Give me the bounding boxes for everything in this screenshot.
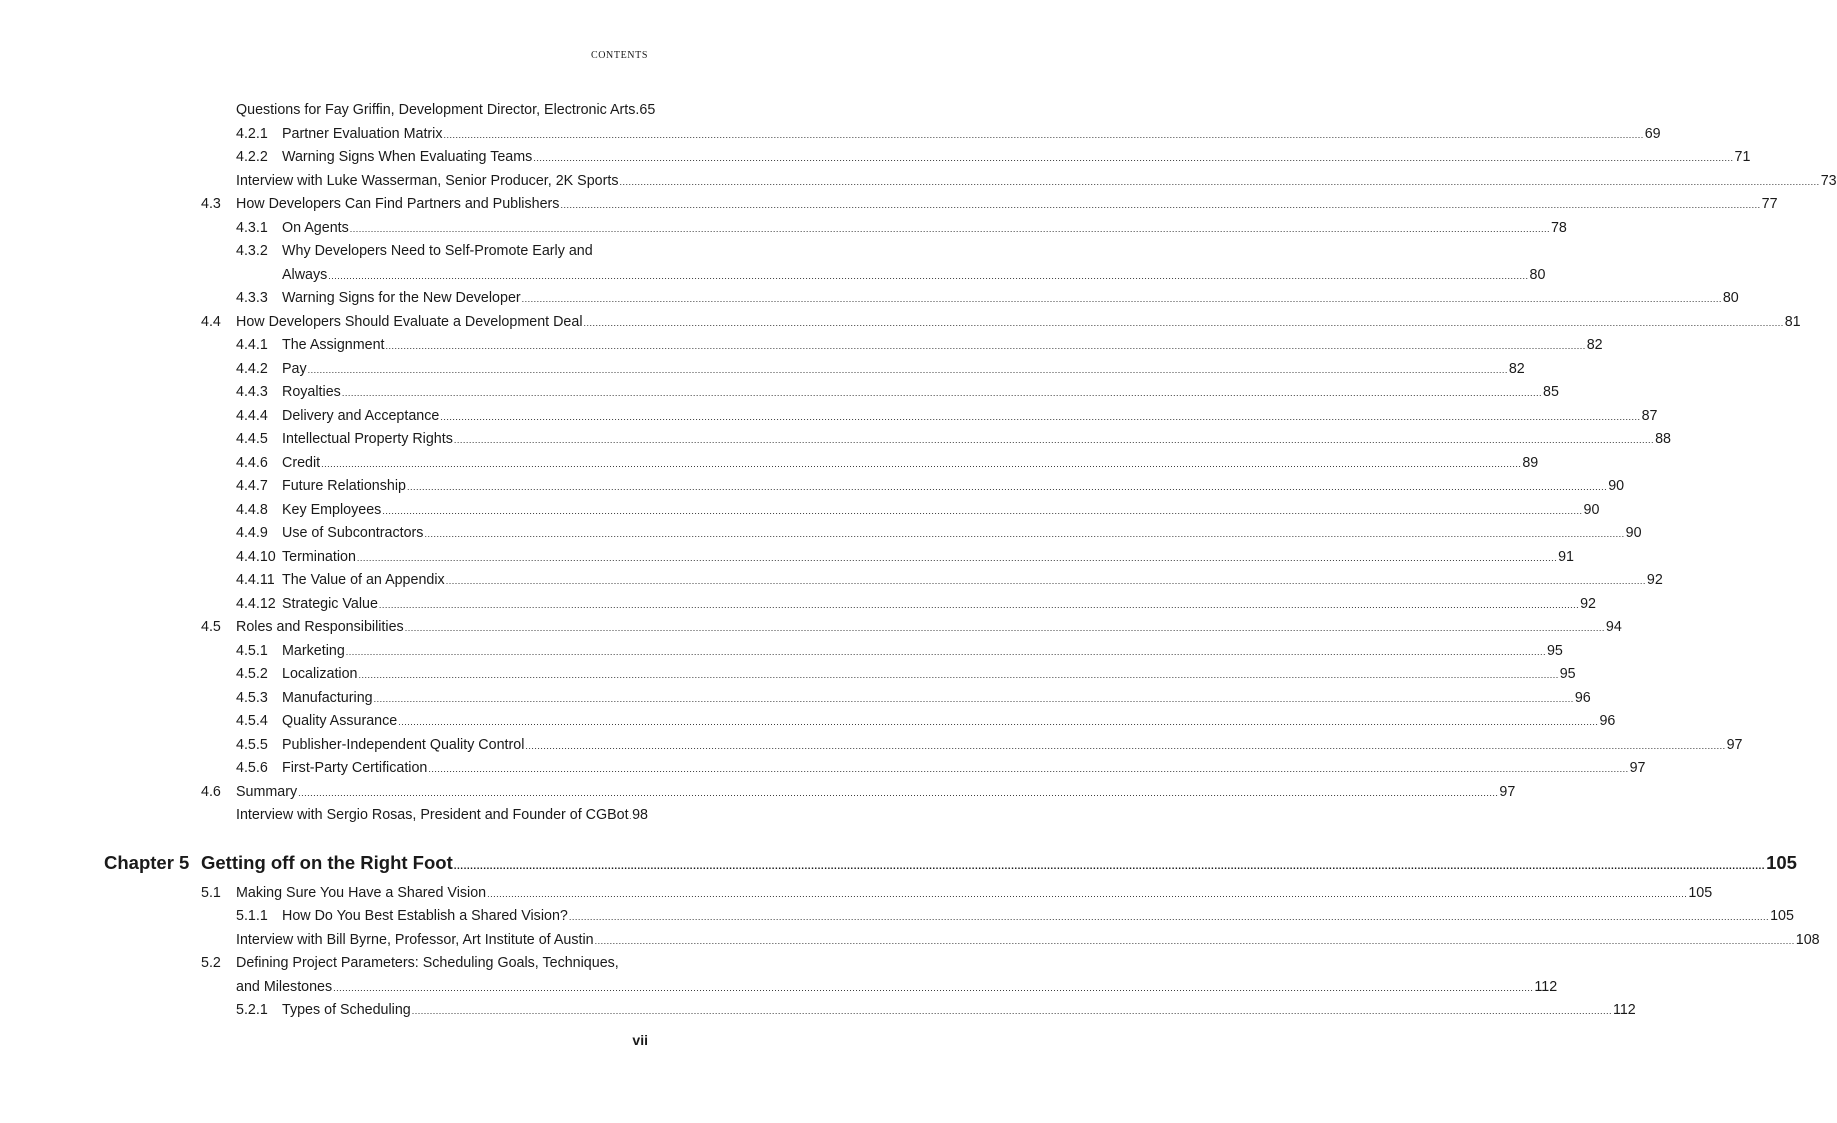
toc-entry[interactable] [0,99,816,123]
dot-leader: ................................................................................................................................................................................................................................................................................................................................................................................................................ [321,458,1522,469]
toc-entry-title: The Assignment [282,337,385,353]
dot-leader: ................................................................................................................................................................................................................................................................................................................................................................................................................ [560,200,1761,210]
toc-entry-page: 92 [1646,572,1663,588]
dot-leader: ................................................................................................................................................................................................................................................................................................................................................................................................................ [428,764,1629,774]
toc-entry-page: 95 [1546,642,1563,659]
running-head: CONTENTS [590,50,648,61]
toc-entry-body [236,311,1801,336]
dot-leader: ................................................................................................................................................................................................................................................................................................................................................................................................................ [373,693,1574,704]
toc-entry-title: Why Developers Need to Self-Promote Early and [282,243,593,259]
toc-entry-body [282,428,1671,453]
toc-entry-title: How Developers Should Evaluate a Development Deal [236,313,583,330]
toc-entry[interactable] [0,193,1778,217]
dot-leader: ................................................................................................................................................................................................................................................................................................................................................................................................................ [356,552,1558,563]
toc-entry-body [282,381,1559,406]
toc-entry[interactable] [0,264,1546,288]
toc-entry-number: 4.4 [201,313,221,330]
toc-entry-number: 4.4.7 [236,478,268,494]
toc-entry-title: The Value of an Appendix [282,572,445,588]
toc-entry-body [282,710,1616,735]
toc-entry-number: 4.5.6 [236,760,268,776]
toc-entry-title: Warning Signs for the New Developer [282,290,521,306]
toc-entry-body [282,475,1625,500]
toc-entry-number: 4.4.9 [236,525,268,541]
toc-entry-number: 4.4.4 [236,407,268,424]
toc-entry[interactable] [0,358,1525,382]
toc-entry-page: 71 [1734,149,1751,165]
toc-entry-page: 105 [1766,851,1797,873]
toc-entry-page: 94 [1605,619,1622,635]
dot-leader: ................................................................................................................................................................................................................................................................................................................................................................................................................ [521,294,1722,304]
dot-leader: ................................................................................................................................................................................................................................................................................................................................................................................................................ [341,388,1543,398]
toc-entry-body [236,929,1820,954]
toc-entry-page: 85 [1543,384,1559,400]
toc-entry-title: Defining Project Parameters: Scheduling Goals, Techniques, [236,955,619,971]
toc-entry-number: 4.4.5 [236,431,268,447]
toc-entry[interactable] [0,475,1625,499]
toc-entry-body [282,146,1751,171]
toc-entry-page: 105 [1688,884,1713,901]
toc-entry-body [282,123,1661,148]
toc-entry[interactable] [0,569,1663,593]
toc-entry-body [282,687,1591,712]
toc-entry-page: 87 [1641,407,1658,424]
toc-entry-number: 4.3 [201,196,221,212]
toc-entry-page: 98 [632,807,648,823]
dot-leader [630,805,632,829]
toc-entry-body [282,905,1794,930]
toc-entry[interactable] [0,882,1713,906]
toc-entry-title: Credit [282,454,321,471]
dot-leader: ................................................................................................................................................................................................................................................................................................................................................................................................................ [568,912,1770,922]
toc-entry[interactable] [0,804,816,828]
toc-entry-body [282,452,1539,477]
toc-entry-page: 96 [1599,713,1616,729]
toc-entry[interactable] [0,687,1591,711]
toc-entry-number: 4.2.2 [236,149,268,165]
dot-leader: ................................................................................................................................................................................................................................................................................................................................................................................................................ [411,1006,1612,1016]
toc-entry-number: 4.3.1 [236,219,268,236]
toc-entry-title: How Do You Best Establish a Shared Vision? [282,908,568,924]
toc-entry-page: 81 [1784,313,1801,330]
toc-entry[interactable] [0,757,1646,781]
dot-leader: ................................................................................................................................................................................................................................................................................................................................................................................................................ [382,505,1583,516]
toc-entry[interactable] [0,999,1636,1023]
toc-entry-title: Partner Evaluation Matrix [282,125,443,142]
toc-entry-page: 95 [1559,666,1576,682]
toc-entry-number: 4.4.6 [236,454,268,471]
toc-entry-number: 4.3.3 [236,290,268,306]
toc-entry-page: 78 [1550,219,1567,236]
toc-entry[interactable] [0,499,1600,523]
toc-entry-number: 4.5.3 [236,689,268,706]
toc-entry[interactable] [0,334,1603,358]
toc-entry-number: 4.4.3 [236,384,268,400]
toc-entry-body [236,804,648,829]
toc-entry-number: 4.5.1 [236,642,268,659]
toc-entry-body [201,846,1797,884]
toc-entry[interactable] [0,952,816,976]
toc-entry[interactable] [0,522,1642,546]
toc-entry-body [236,781,1516,806]
toc-entry[interactable] [0,616,1622,640]
toc-entry-body [282,663,1576,688]
toc-entry-body [282,287,1739,312]
toc-entry-page: 108 [1795,931,1820,948]
toc-entry-title: Marketing [282,642,345,659]
toc-entry-body [236,193,1778,218]
toc-entry-body [282,569,1663,594]
toc-entry-title: First-Party Certification [282,760,428,776]
toc-entry-body [282,522,1642,547]
toc-entry-title: Quality Assurance [282,713,398,729]
dot-leader: ................................................................................................................................................................................................................................................................................................................................................................................................................ [385,341,1586,351]
dot-leader: ................................................................................................................................................................................................................................................................................................................................................................................................................ [525,740,1726,751]
toc-entry[interactable] [0,640,1563,664]
toc-entry-number: 4.5.4 [236,713,268,729]
toc-entry[interactable] [0,546,1575,570]
toc-entry-body [282,358,1525,383]
toc-entry-number: 4.4.8 [236,501,268,518]
toc-entry-page: 80 [1722,290,1739,306]
toc-entry-title: How Developers Can Find Partners and Publishers [236,196,560,212]
dot-leader: ................................................................................................................................................................................................................................................................................................................................................................................................................ [583,317,1784,328]
toc-entry-title: Use of Subcontractors [282,525,424,541]
dot-leader: ................................................................................................................................................................................................................................................................................................................................................................................................................ [453,860,1766,872]
page-number: vii [632,1032,648,1048]
toc-entry-title: Royalties [282,384,341,400]
toc-entry-title: Types of Scheduling [282,1002,411,1018]
toc-entry[interactable] [0,663,1576,687]
toc-entry-page: 112 [1534,978,1558,995]
toc-entry-number: 4.5.5 [236,736,268,753]
dot-leader: ................................................................................................................................................................................................................................................................................................................................................................................................................ [533,153,1734,163]
dot-leader: ................................................................................................................................................................................................................................................................................................................................................................................................................ [404,623,1605,633]
toc-entry-number: 4.5.2 [236,666,268,682]
toc-entry-page: 89 [1522,454,1539,471]
toc-entry[interactable] [0,217,1567,241]
toc-entry-title: Interview with Sergio Rosas, President and Founder of CGBot [236,807,629,823]
toc-entry-body [282,334,1603,359]
toc-entry-page: 88 [1655,431,1671,447]
toc-entry-title: Roles and Responsibilities [236,619,404,635]
toc-entry-title: Delivery and Acceptance [282,407,440,424]
toc-entry-body [282,999,1636,1024]
toc-entry-page: 90 [1625,525,1642,541]
toc-entry-title: Intellectual Property Rights [282,431,453,447]
dot-leader: ................................................................................................................................................................................................................................................................................................................................................................................................................ [398,717,1599,727]
toc-entry-title: Making Sure You Have a Shared Vision [236,884,487,901]
toc-entry-title: Always [282,266,328,283]
dot-leader: ................................................................................................................................................................................................................................................................................................................................................................................................................ [378,599,1580,610]
dot-leader: ................................................................................................................................................................................................................................................................................................................................................................................................................ [358,670,1559,680]
toc-entry[interactable] [0,929,1820,953]
toc-entry-title: Termination [282,548,356,565]
toc-entry-number: 4.4.10 [236,548,276,565]
toc-entry-body [282,240,648,264]
toc-entry-page: 69 [1644,125,1661,142]
dot-leader: ................................................................................................................................................................................................................................................................................................................................................................................................................ [333,982,1534,993]
toc-entry-page: 77 [1761,196,1778,212]
toc-entry-body [282,757,1646,782]
toc-entry-number: 5.2.1 [236,1002,268,1018]
toc-entry-page: 96 [1574,689,1591,706]
toc-entry[interactable] [0,593,1597,617]
toc-entry-title: Publisher-Independent Quality Control [282,736,525,753]
toc-entry-number: 4.2.1 [236,125,268,142]
toc-entry-page: 90 [1608,478,1625,494]
toc-entry-page: 91 [1558,548,1575,565]
toc-entry-page: 105 [1770,908,1794,924]
toc-entry-body [282,640,1563,665]
toc-entry[interactable] [0,123,1661,147]
toc-entry-number: 5.2 [201,955,221,971]
toc-entry[interactable] [0,170,1837,194]
toc-entry-body [282,593,1597,618]
dot-leader: ................................................................................................................................................................................................................................................................................................................................................................................................................ [406,482,1608,492]
toc-entry[interactable] [0,452,1539,476]
toc-entry-number: 4.4.1 [236,337,268,353]
toc-entry-page: 92 [1580,595,1597,612]
toc-entry-body [236,882,1713,907]
toc-entry-body [236,616,1622,641]
toc-entry-number: 4.5 [201,619,221,635]
toc-entry-page: 97 [1726,736,1743,753]
dot-leader: ................................................................................................................................................................................................................................................................................................................................................................................................................ [307,364,1508,375]
toc-entry[interactable] [0,905,1794,929]
toc-entry-page: 82 [1586,337,1603,353]
toc-entry[interactable] [0,734,1743,758]
dot-leader: ................................................................................................................................................................................................................................................................................................................................................................................................................ [424,529,1625,539]
toc-entry-body [236,99,656,123]
toc-entry-title: On Agents [282,219,349,236]
toc-entry[interactable] [0,240,816,264]
toc-entry-body [282,264,1546,289]
toc-entry-title: Future Relationship [282,478,406,494]
dot-leader: ................................................................................................................................................................................................................................................................................................................................................................................................................ [440,411,1641,422]
dot-leader: ................................................................................................................................................................................................................................................................................................................................................................................................................ [445,576,1646,586]
chapter-label: Chapter 5 [104,851,190,873]
toc-chapter-entry[interactable] [0,846,1797,880]
dot-leader: ................................................................................................................................................................................................................................................................................................................................................................................................................ [298,787,1499,798]
dot-leader: ................................................................................................................................................................................................................................................................................................................................................................................................................ [345,646,1546,657]
toc-entry-page: .65 [635,102,656,118]
toc-entry-body [282,499,1600,524]
toc-entry-number: 4.4.2 [236,360,268,377]
toc-entry[interactable] [0,381,1559,405]
dot-leader: ................................................................................................................................................................................................................................................................................................................................................................................................................ [453,435,1655,445]
dot-leader: ................................................................................................................................................................................................................................................................................................................................................................................................................ [328,270,1529,281]
toc-entry-number: 5.1.1 [236,908,268,924]
toc-entry-body [282,217,1567,242]
dot-leader: ................................................................................................................................................................................................................................................................................................................................................................................................................ [349,223,1550,234]
toc-entry-number: 4.4.12 [236,595,276,612]
toc-entry-title: Summary [236,783,298,800]
toc-entry-title: Strategic Value [282,595,378,612]
toc-entry-number: 5.1 [201,884,221,901]
toc-entry-title: Localization [282,666,358,682]
toc-entry-page: 90 [1583,501,1600,518]
toc-entry-title: Manufacturing [282,689,373,706]
toc-entry[interactable] [0,710,1616,734]
toc-entry-title: Questions for Fay Griffin, Development Director, Electronic Arts [236,102,636,118]
toc-entry-title: Pay [282,360,307,377]
toc-entry-body [282,405,1658,430]
toc-entry-title: Getting off on the Right Foot [201,851,453,873]
toc-entry-title: Warning Signs When Evaluating Teams [282,149,533,165]
toc-entry-body [236,976,1558,1001]
toc-entry-title: Interview with Bill Byrne, Professor, Art Institute of Austin [236,931,594,948]
toc-entry-page: 80 [1529,266,1546,283]
dot-leader: ................................................................................................................................................................................................................................................................................................................................................................................................................ [619,176,1820,187]
toc-entry-number: 4.6 [201,783,221,800]
toc-entry-title: and Milestones [236,978,333,995]
toc-entry-number: 4.3.2 [236,243,268,259]
toc-entry[interactable] [0,287,1739,311]
toc-entry-page: 73 [1820,172,1837,189]
toc-entry-number: 4.4.11 [236,572,275,588]
dot-leader: ................................................................................................................................................................................................................................................................................................................................................................................................................ [594,935,1795,946]
toc-entry[interactable] [0,405,1658,429]
toc-entry[interactable] [0,976,1558,1000]
dot-leader: ................................................................................................................................................................................................................................................................................................................................................................................................................ [443,129,1644,140]
dot-leader: ................................................................................................................................................................................................................................................................................................................................................................................................................ [487,888,1688,899]
toc-entry-body [236,952,648,976]
toc-entry-page: 97 [1499,783,1516,800]
toc-entry[interactable] [0,146,1751,170]
toc-entry-title: Key Employees [282,501,382,518]
toc-entry-body [282,734,1743,759]
toc-entry-body [236,170,1837,195]
toc-entry[interactable] [0,781,1516,805]
toc-entry-page: 97 [1629,760,1646,776]
toc-entry-page: 82 [1508,360,1525,377]
toc-entry-page: 112 [1612,1002,1636,1018]
toc-entry-title: Interview with Luke Wasserman, Senior Producer, 2K Sports [236,172,619,189]
table-of-contents [0,99,1837,1023]
toc-entry-body [282,546,1575,571]
toc-entry[interactable] [0,428,1671,452]
toc-entry[interactable] [0,311,1801,335]
